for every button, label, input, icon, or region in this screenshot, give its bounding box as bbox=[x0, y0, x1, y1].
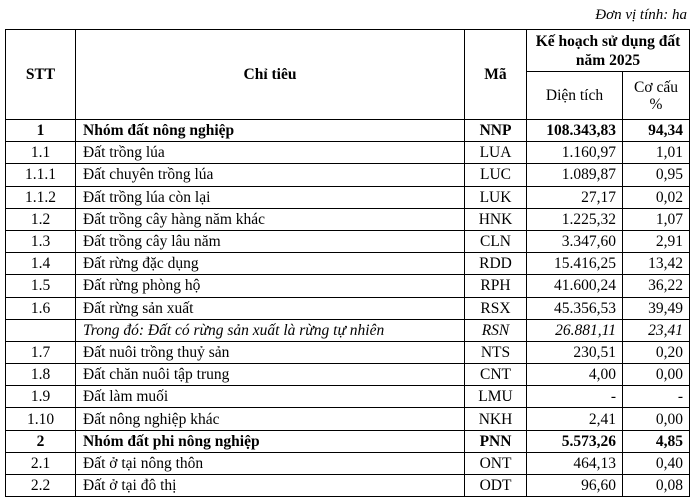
row-code: RSN bbox=[465, 319, 527, 341]
row-code: LUA bbox=[465, 142, 527, 164]
row-code: ODT bbox=[465, 475, 527, 497]
row-share: 0,40 bbox=[623, 452, 690, 474]
row-code: HNK bbox=[465, 208, 527, 230]
table-row bbox=[6, 430, 690, 452]
row-code: NTS bbox=[465, 341, 527, 363]
row-share: 0,95 bbox=[623, 164, 690, 186]
row-name: Đất chuyên trồng lúa bbox=[76, 164, 465, 186]
row-share: - bbox=[623, 386, 690, 408]
row-name: Đất ở tại đô thị bbox=[76, 475, 465, 497]
row-share: 2,91 bbox=[623, 230, 690, 252]
land-use-plan-table bbox=[5, 29, 690, 497]
table-row bbox=[6, 319, 690, 341]
row-stt: 1.3 bbox=[6, 230, 76, 252]
row-share: 36,22 bbox=[623, 275, 690, 297]
row-area: 4,00 bbox=[527, 364, 623, 386]
row-area: 2,41 bbox=[527, 408, 623, 430]
row-share: 23,41 bbox=[623, 319, 690, 341]
table-row bbox=[6, 186, 690, 208]
table-body bbox=[6, 120, 690, 497]
row-code: CNT bbox=[465, 364, 527, 386]
row-share: 1,01 bbox=[623, 142, 690, 164]
row-stt: 1.2 bbox=[6, 208, 76, 230]
row-area: 15.416,25 bbox=[527, 253, 623, 275]
row-stt: 2 bbox=[6, 430, 76, 452]
row-name: Đất làm muối bbox=[76, 386, 465, 408]
row-name: Đất trồng cây hàng năm khác bbox=[76, 208, 465, 230]
header-chi-tieu: Chỉ tiêu bbox=[76, 30, 465, 120]
row-code: NKH bbox=[465, 408, 527, 430]
header-stt: STT bbox=[6, 30, 76, 120]
table-row bbox=[6, 275, 690, 297]
row-share: 0,00 bbox=[623, 408, 690, 430]
row-share: 0,02 bbox=[623, 186, 690, 208]
row-share: 0,08 bbox=[623, 475, 690, 497]
row-area: 96,60 bbox=[527, 475, 623, 497]
row-stt: 1 bbox=[6, 120, 76, 142]
row-stt: 1.10 bbox=[6, 408, 76, 430]
header-plan-2025: Kế hoạch sử dụng đất năm 2025 bbox=[527, 30, 690, 72]
row-name: Đất ở tại nông thôn bbox=[76, 452, 465, 474]
row-area: 1.225,32 bbox=[527, 208, 623, 230]
row-stt: 1.1 bbox=[6, 142, 76, 164]
row-stt: 2.1 bbox=[6, 452, 76, 474]
row-area: 1.160,97 bbox=[527, 142, 623, 164]
row-area: 45.356,53 bbox=[527, 297, 623, 319]
row-area: 3.347,60 bbox=[527, 230, 623, 252]
row-stt: 1.5 bbox=[6, 275, 76, 297]
row-code: LMU bbox=[465, 386, 527, 408]
header-share: Cơ cấu % bbox=[623, 72, 690, 120]
table-row bbox=[6, 253, 690, 275]
row-stt: 1.1.2 bbox=[6, 186, 76, 208]
row-share: 1,07 bbox=[623, 208, 690, 230]
row-area: 108.343,83 bbox=[527, 120, 623, 142]
row-stt: 1.9 bbox=[6, 386, 76, 408]
row-code: RDD bbox=[465, 253, 527, 275]
row-stt: 1.7 bbox=[6, 341, 76, 363]
row-code: RSX bbox=[465, 297, 527, 319]
row-area: - bbox=[527, 386, 623, 408]
row-name: Đất nuôi trồng thuỷ sản bbox=[76, 341, 465, 363]
table-row bbox=[6, 408, 690, 430]
row-share: 39,49 bbox=[623, 297, 690, 319]
row-area: 1.089,87 bbox=[527, 164, 623, 186]
row-name: Đất trồng lúa còn lại bbox=[76, 186, 465, 208]
header-ma: Mã bbox=[465, 30, 527, 120]
row-area: 27,17 bbox=[527, 186, 623, 208]
table-row bbox=[6, 230, 690, 252]
row-area: 5.573,26 bbox=[527, 430, 623, 452]
row-name: Đất chăn nuôi tập trung bbox=[76, 364, 465, 386]
row-stt: 1.4 bbox=[6, 253, 76, 275]
row-stt: 2.2 bbox=[6, 475, 76, 497]
row-code: PNN bbox=[465, 430, 527, 452]
row-code: LUK bbox=[465, 186, 527, 208]
row-share: 4,85 bbox=[623, 430, 690, 452]
row-name: Đất nông nghiệp khác bbox=[76, 408, 465, 430]
row-stt bbox=[6, 319, 76, 341]
row-code: ONT bbox=[465, 452, 527, 474]
table-row bbox=[6, 208, 690, 230]
header-area: Diện tích bbox=[527, 72, 623, 120]
row-share: 0,20 bbox=[623, 341, 690, 363]
table-row bbox=[6, 386, 690, 408]
row-share: 0,00 bbox=[623, 364, 690, 386]
row-name: Đất rừng sản xuất bbox=[76, 297, 465, 319]
table-row bbox=[6, 297, 690, 319]
row-code: CLN bbox=[465, 230, 527, 252]
row-area: 464,13 bbox=[527, 452, 623, 474]
row-name: Nhóm đất nông nghiệp bbox=[76, 120, 465, 142]
row-code: LUC bbox=[465, 164, 527, 186]
table-row bbox=[6, 475, 690, 497]
row-share: 94,34 bbox=[623, 120, 690, 142]
row-share: 13,42 bbox=[623, 253, 690, 275]
row-area: 230,51 bbox=[527, 341, 623, 363]
table-row bbox=[6, 120, 690, 142]
row-name: Đất trồng cây lâu năm bbox=[76, 230, 465, 252]
row-area: 26.881,11 bbox=[527, 319, 623, 341]
row-area: 41.600,24 bbox=[527, 275, 623, 297]
row-name: Trong đó: Đất có rừng sản xuất là rừng tự nhiên bbox=[76, 319, 465, 341]
row-name: Đất rừng đặc dụng bbox=[76, 253, 465, 275]
row-stt: 1.6 bbox=[6, 297, 76, 319]
row-code: NNP bbox=[465, 120, 527, 142]
row-name: Đất rừng phòng hộ bbox=[76, 275, 465, 297]
row-name: Đất trồng lúa bbox=[76, 142, 465, 164]
row-stt: 1.8 bbox=[6, 364, 76, 386]
table-row bbox=[6, 452, 690, 474]
unit-note: Đơn vị tính: ha bbox=[595, 7, 687, 23]
row-name: Nhóm đất phi nông nghiệp bbox=[76, 430, 465, 452]
table-row bbox=[6, 341, 690, 363]
table-row bbox=[6, 364, 690, 386]
row-code: RPH bbox=[465, 275, 527, 297]
row-stt: 1.1.1 bbox=[6, 164, 76, 186]
table-row bbox=[6, 164, 690, 186]
table-row bbox=[6, 142, 690, 164]
